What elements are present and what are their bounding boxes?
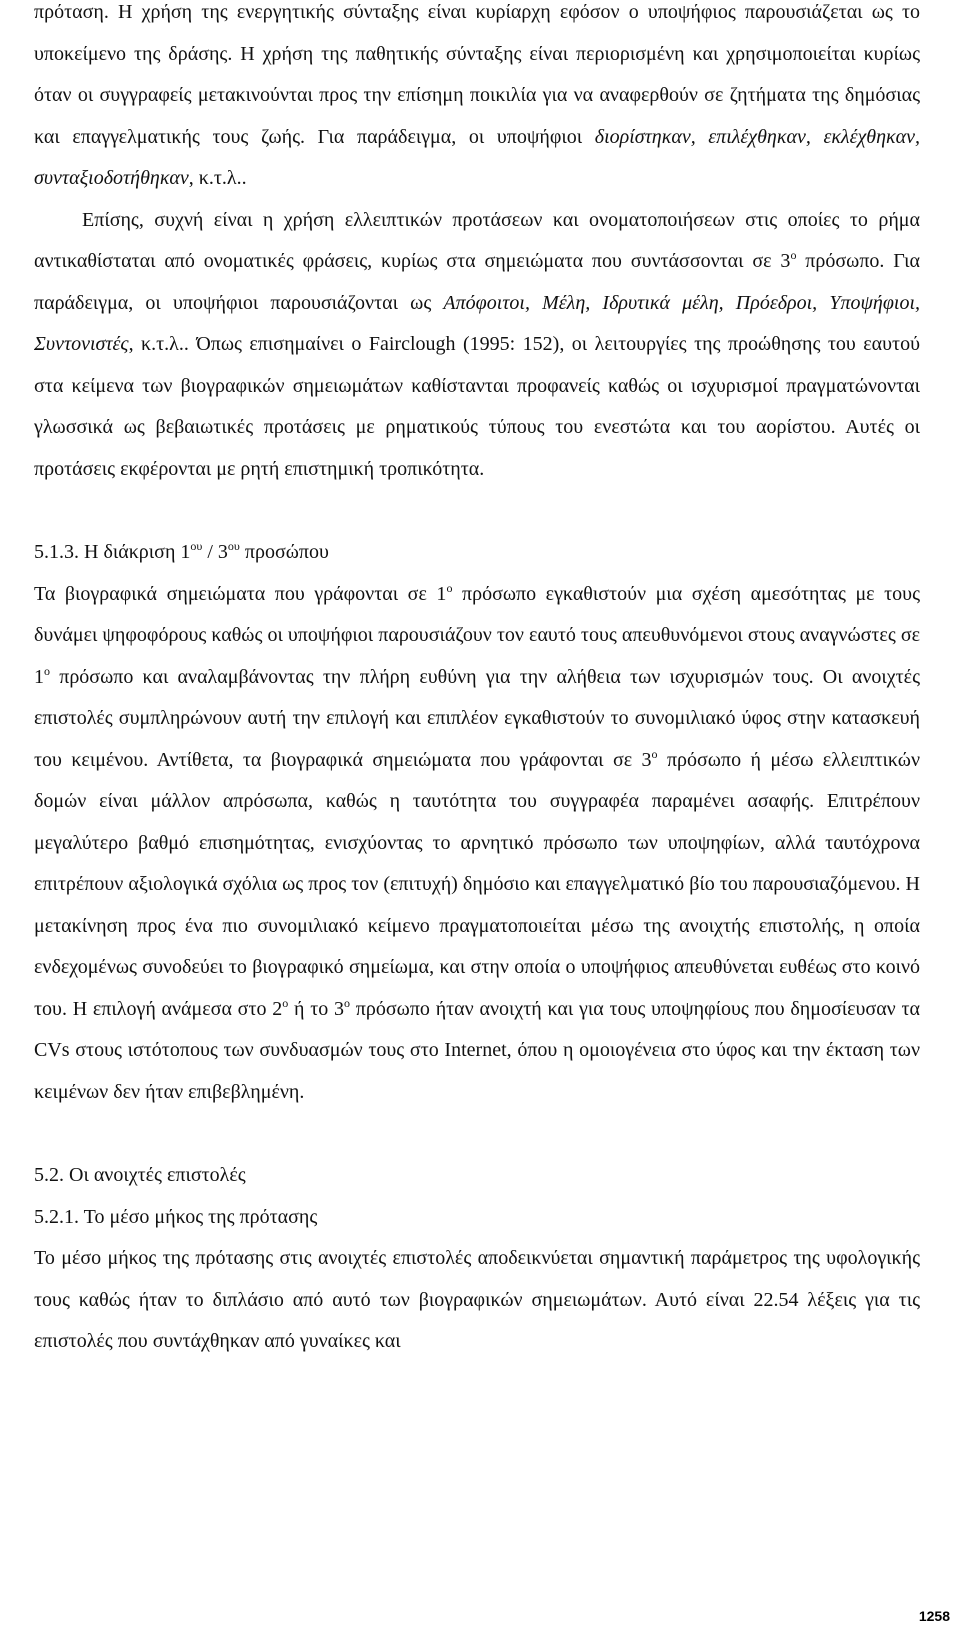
document-body bbox=[34, 0, 920, 1363]
text-run: Επίσης, συχνή είναι η χρήση ελλειπτικών προτάσεων και ονοματοποιήσεων στις οποίες το ρήμα αντικαθίσταται από ονοματικές φράσεις, κυρίως στα σημειώματα που συντάσσονται σε 3 bbox=[34, 208, 920, 272]
text-run: πρόσωπο. Για παράδειγμα, οι υποψήφιοι παρουσιάζονται ως bbox=[34, 250, 920, 314]
text-run: πρόσωπο εγκαθιστούν μια σχέση αμεσότητας με τους δυνάμει ψηφοφόρους καθώς οι υποψήφιοι παρουσιάζουν τον εαυτό τους απευθυνόμενοι στους αναγνώστες σε 1 bbox=[34, 582, 921, 688]
superscript: ο bbox=[344, 995, 351, 1010]
superscript: ο bbox=[790, 248, 797, 262]
superscript: ο bbox=[282, 995, 289, 1010]
section-heading-5-2: 5.2. Οι ανοιχτές επιστολές bbox=[34, 1164, 246, 1186]
paragraph-sentence-length: Το μέσο μήκος της πρότασης στις ανοιχτές επιστολές αποδεικνύεται σημαντική παράμετρος της υφολογικής τους καθώς ήταν το διπλάσιο από αυτό των βιογραφικών σημειωμάτων. Αυτό είναι 22.54 λέξεις για τις επιστολές που συντάχθηκαν από γυναίκες και bbox=[34, 1247, 920, 1352]
spacer bbox=[34, 1113, 920, 1155]
text-run: Τα βιογραφικά σημειώματα που γράφονται σε 1 bbox=[34, 582, 447, 605]
italic-examples: Απόφοιτοι, Μέλη, Ιδρυτικά μέλη, Πρόεδροι, Υποψήφιοι, Συντονιστές bbox=[34, 291, 920, 355]
paragraph-ellipsis bbox=[34, 200, 920, 491]
italic-examples: διορίστηκαν, επιλέχθηκαν, εκλέχθηκαν, συνταξιοδοτήθηκαν bbox=[34, 125, 920, 189]
text-run: / 3 bbox=[202, 541, 228, 563]
page-number: 1258 bbox=[918, 1608, 950, 1624]
section-heading-5-1-3 bbox=[34, 532, 920, 574]
text-run: ή το 3 bbox=[288, 997, 345, 1020]
superscript: ο bbox=[44, 663, 50, 678]
superscript: ο bbox=[651, 746, 658, 761]
text-run: 5.1.3. Η διάκριση 1 bbox=[34, 541, 191, 563]
text-run: πρόσωπο και αναλαμβάνοντας την πλήρη ευθύνη για την αλήθεια των ισχυρισμών τους. Οι ανοιχτές επιστολές συμπληρώνουν αυτή την επιλογή και επιπλέον εγκαθιστούν το συνομιλιακό ύφος στην κατασκευή του κειμένου. Αντίθετα, τα βιογραφικά σημειώματα που γράφονται σε 3 bbox=[34, 665, 920, 771]
superscript: ου bbox=[190, 539, 203, 553]
superscript: ο bbox=[446, 580, 453, 595]
superscript: ου bbox=[227, 539, 240, 553]
paragraph-person bbox=[34, 574, 920, 1114]
text-run: , κ.τ.λ.. bbox=[188, 167, 247, 189]
text-run: πρόταση. Η χρήση της ενεργητικής σύνταξης είναι κυρίαρχη εφόσον ο υποψήφιος παρουσιάζεται ως το υποκείμενο της δράσης. Η χρήση της παθητικής σύνταξης είναι περιορισμένη και χρησιμοποιείται κυρίως όταν οι συγγραφείς μετακινούνται προς την επίσημη ποικιλία για να αναφερθούν σε ζητήματα της δημόσιας και επαγγελματικής τους ζωής. Για παράδειγμα, οι υποψήφιοι bbox=[34, 1, 920, 148]
paragraph-voice bbox=[34, 0, 920, 200]
text-run: προσώπου bbox=[239, 541, 329, 563]
section-heading-5-2-1: 5.2.1. Το μέσο μήκος της πρότασης bbox=[34, 1205, 318, 1228]
text-run: πρόσωπο ή μέσω ελλειπτικών δομών είναι μάλλον απρόσωπα, καθώς η ταυτότητα του συγγραφέα παραμένει ασαφής. Επιτρέπουν μεγαλύτερο βαθμό επισημότητας, ενισχύοντας το αρνητικό πρόσωπο των υποψηφίων, αλλά ταυτόχρονα επιτρέπουν αξιολογικά σχόλια ως προς τον (επιτυχή) δημόσιο και επαγγελματικό βίο του παρουσιαζόμενου. Η μετακίνηση προς ένα πιο συνομιλιακό κείμενο πραγματοποιείται μέσω της ανοιχτής επιστολής, η οποία ενδεχομένως συνοδεύει το βιογραφικό σημείωμα, και στην οποία ο υποψήφιος απευθύνεται ευθέως στο κοινό του. Η επιλογή ανάμεσα στο 2 bbox=[34, 748, 920, 1020]
spacer bbox=[34, 490, 920, 532]
text-run: πρόσωπο ήταν ανοιχτή και για τους υποψηφίους που δημοσίευσαν τα CVs στους ιστότοπους των συνδυασμών τους στο Internet, όπου η ομοιογένεια στο ύφος και την έκταση των κειμένων δεν ήταν επιβεβλημένη. bbox=[34, 997, 921, 1103]
text-run: , κ.τ.λ.. Όπως επισημαίνει ο Fairclough (1995: 152), οι λειτουργίες της προώθησης του εαυτού στα κείμενα των βιογραφικών σημειωμάτων καθίστανται προφανείς καθώς οι ισχυρισμοί πραγματώνονται γλωσσικά ως βεβαιωτικές προτάσεις με ρηματικούς τύπους του ενεστώτα και του αορίστου. Αυτές οι προτάσεις εκφέρονται με ρητή επιστημική τροπικότητα. bbox=[34, 333, 920, 480]
